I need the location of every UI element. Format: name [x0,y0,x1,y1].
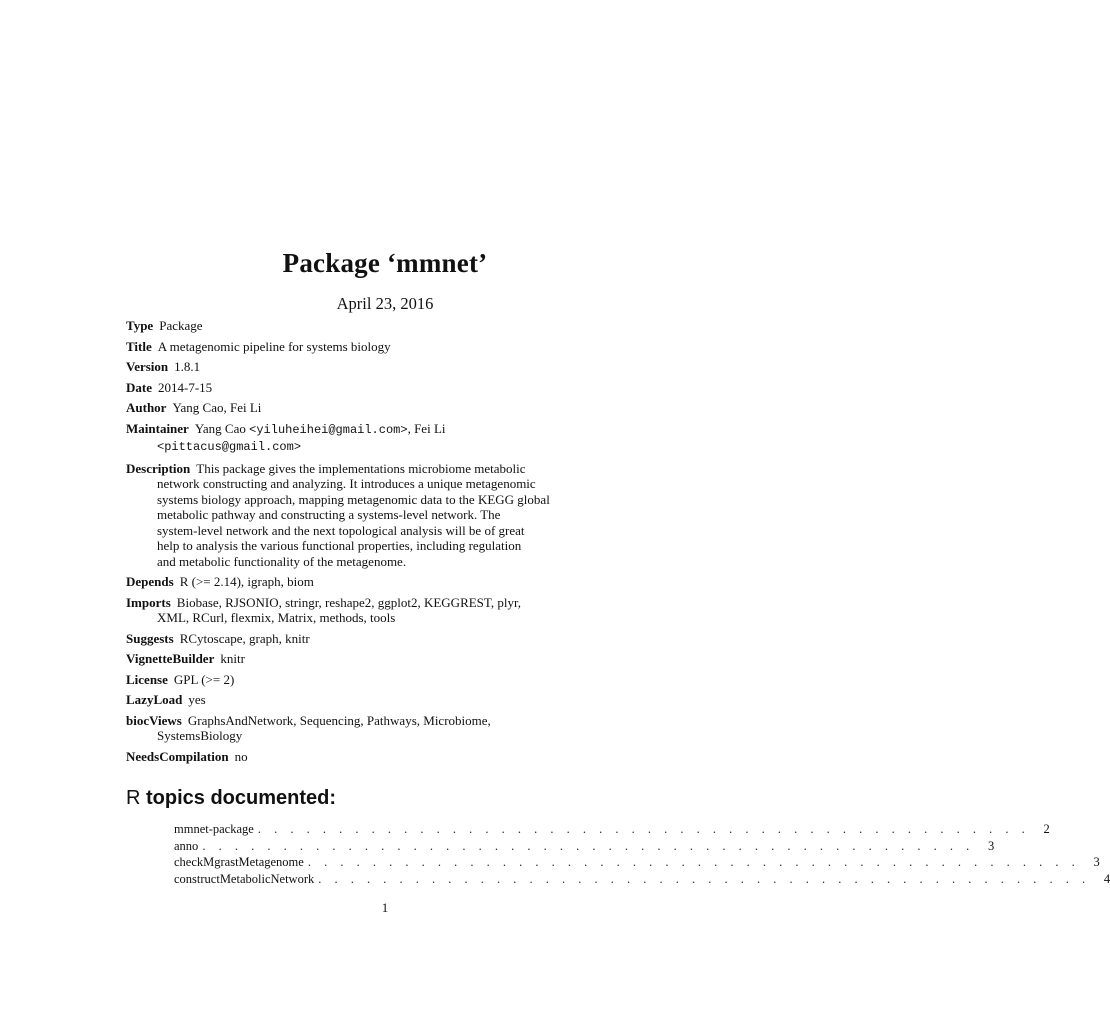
field-value: R (>= 2.14), igraph, biom [179,574,314,589]
toc-entry[interactable] [174,854,1100,871]
toc-entry-name[interactable]: constructMetabolicNetwork [174,871,315,886]
field-label: Author [126,400,167,415]
field-label: biocViews [126,712,182,728]
maintainer-name-2: , Fei Li [407,420,446,436]
field-value-continued: XML, RCurl, flexmix, Matrix, methods, tools [157,610,396,625]
field-value: RCytoscape, graph, knitr [179,630,310,646]
field-needscompilation [126,749,646,765]
field-label: Title [126,338,152,354]
field-value: 2014-7-15 [158,379,213,395]
table-of-contents [174,821,1110,887]
toc-leader-dots: . . . . . . . . . . . . . . . . . . . . . . . . . . . . . . . . . . . . . . . . . . . . . . . . [307,855,1080,869]
toc-leader-dots: . . . . . . . . . . . . . . . . . . . . . . . . . . . . . . . . . . . . . . . . . . . . . . . . [202,838,975,853]
field-license [126,672,646,688]
field-value: GPL (>= 2) [173,671,235,687]
field-value: GraphsAndNetwork, Sequencing, Pathways, Microbiome, [187,712,491,728]
field-label: Type [126,318,154,333]
field-suggests [126,631,646,647]
field-label: Maintainer [126,420,189,436]
description-line: metabolic pathway and constructing a systems-level network. The [157,507,501,522]
field-description [126,461,646,570]
field-label: Suggests [126,630,174,646]
maintainer-email-link-2[interactable]: <pittacus@gmail.com> [157,440,302,454]
section-title: topics documented: [146,787,337,809]
toc-leader-dots: . . . . . . . . . . . . . . . . . . . . . . . . . . . . . . . . . . . . . . . . . . . . . . . . [318,871,1091,886]
field-lazyload [126,692,646,708]
field-type [126,318,646,334]
toc-entry[interactable] [174,871,1110,888]
toc-page-number[interactable]: 3 [987,838,995,853]
field-value: 1.8.1 [174,359,201,374]
field-label: Imports [126,594,171,610]
toc-entry-name[interactable]: anno [174,838,199,853]
field-vignettebuilder [126,651,646,667]
description-line: help to analysis the various functional properties, including regulation [157,538,522,553]
field-value: knitr [220,651,245,666]
toc-entry[interactable] [174,821,1050,838]
package-title: Package ‘mmnet’ [282,248,488,278]
field-label: VignetteBuilder [126,651,215,666]
field-label: NeedsCompilation [126,748,229,764]
maintainer-email-link[interactable]: <yiluheihei@gmail.com> [249,422,408,437]
toc-entry-name[interactable]: checkMgrastMetagenome [174,855,304,869]
description-line: This package gives the implementations microbiome metabolic [196,460,526,476]
section-heading [126,787,336,810]
toc-page-number[interactable]: 3 [1093,855,1100,869]
page-number: 1 [381,900,389,915]
field-label: Depends [126,574,174,589]
field-label: LazyLoad [126,692,183,707]
field-version [126,359,646,375]
package-date: April 23, 2016 [336,294,434,313]
description-line: system-level network and the next topological analysis will be of great [157,522,525,538]
field-value: yes [188,692,206,707]
description-line: systems biology approach, mapping metagenomic data to the KEGG global [157,491,550,507]
field-depends [126,574,646,590]
field-label: Date [126,379,152,395]
field-imports [126,595,646,626]
description-fields [126,318,646,769]
toc-entry-name[interactable]: mmnet-package [174,822,254,836]
toc-leader-dots: . . . . . . . . . . . . . . . . . . . . . . . . . . . . . . . . . . . . . . . . . . . . . . . . [257,822,1030,836]
field-title [126,339,646,355]
field-maintainer [126,421,646,456]
field-label: License [126,671,168,687]
field-value: Yang Cao, Fei Li [172,400,262,415]
description-line: network constructing and analyzing. It introduces a unique metagenomic [157,476,536,491]
field-value: Package [159,318,203,333]
field-value: Biobase, RJSONIO, stringr, reshape2, ggplot2, KEGGREST, plyr, [176,594,522,610]
maintainer-name: Yang Cao [194,420,246,436]
field-value: A metagenomic pipeline for systems biology [157,338,391,354]
toc-page-number[interactable]: 2 [1043,822,1050,836]
field-label: Version [126,359,169,374]
r-prefix: R [126,787,141,809]
field-biocviews [126,713,646,744]
toc-entry[interactable] [174,838,995,855]
field-date [126,380,646,396]
field-author [126,400,646,416]
field-label: Description [126,460,191,476]
toc-page-number[interactable]: 4 [1103,871,1110,886]
description-line: and metabolic functionality of the metagenome. [157,553,407,569]
field-value: no [234,748,248,764]
field-value-continued: SystemsBiology [157,728,243,743]
